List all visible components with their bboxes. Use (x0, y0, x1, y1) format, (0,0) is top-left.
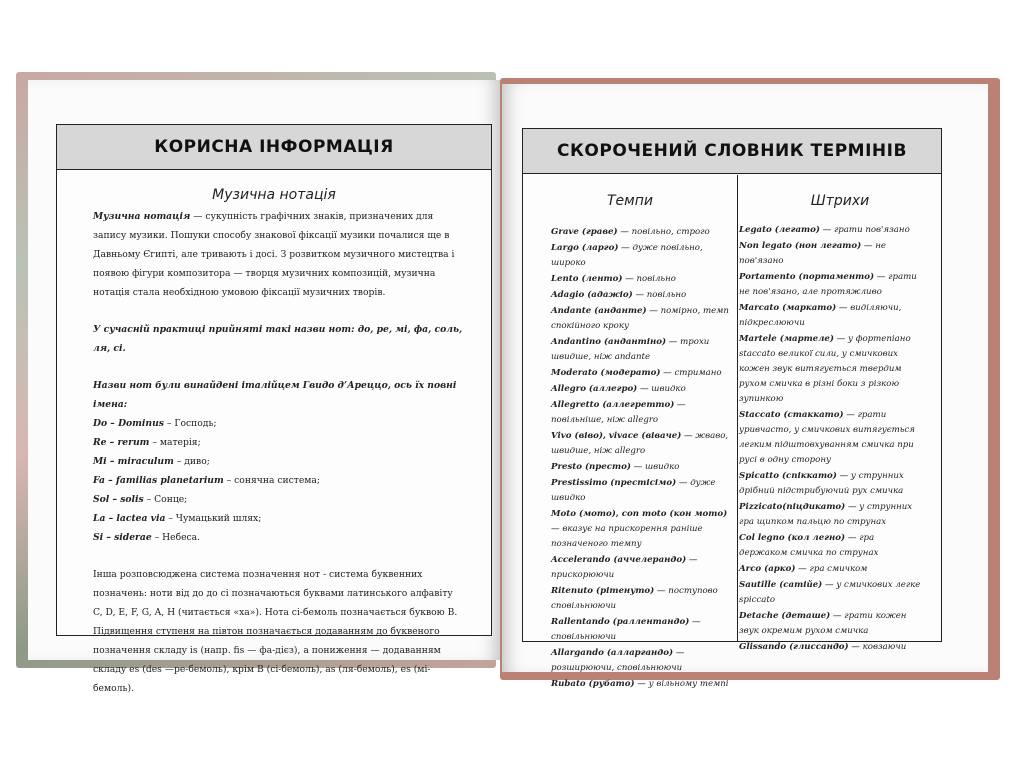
tempo-item (551, 335, 731, 365)
note-name-item-term: Re – rerum (93, 437, 150, 448)
tempo-item (551, 366, 731, 381)
tempo-item-definition: — стримано (660, 368, 722, 378)
stroke-item (739, 239, 921, 269)
tempo-item (551, 288, 731, 303)
tempo-item (551, 677, 731, 692)
tempo-item-definition: — помірно, темп спокійного кроку (551, 306, 729, 331)
stroke-item (739, 578, 921, 608)
stroke-item (739, 408, 921, 468)
stroke-item-term: Detache (деташе) (739, 611, 831, 621)
tempo-item-definition: — повільніше, ніж allegro (551, 400, 686, 425)
stroke-item-term: Legato (легато) (739, 225, 820, 235)
stroke-item (739, 301, 921, 331)
tempo-item (551, 429, 731, 459)
note-name-item-definition: – сонячна система; (223, 475, 320, 486)
strokes-list (739, 223, 921, 656)
note-name-item-term: Mi – miraculum (93, 456, 174, 467)
strokes-title: Штрихи (810, 193, 870, 209)
tempo-item-term: Moderato (модерато) (551, 368, 661, 378)
tempo-item-term: Adagio (адажіо) (551, 290, 633, 300)
column-divider (737, 175, 738, 641)
tempo-item (551, 304, 731, 334)
note-name-item-definition: – Господь; (163, 418, 217, 429)
tempo-item-definition: — повільно, строго (617, 227, 710, 237)
tempo-item (551, 382, 731, 397)
stroke-item-definition: — у смичкових легке spiccato (739, 580, 921, 605)
note-name-item (93, 490, 465, 509)
stroke-item-term: Non legato (нон легато) (739, 241, 862, 251)
tempo-item (551, 584, 731, 614)
stroke-item-term: Staccato (стаккато) (739, 410, 844, 420)
left-content-frame (56, 124, 492, 694)
stroke-item-definition: — не пов'язано (739, 241, 887, 266)
stroke-item-term: Marcato (маркато) (739, 303, 837, 313)
note-name-item-term: Sol – solis (93, 494, 144, 505)
note-name-item (93, 414, 465, 433)
tempo-item-term: Rallentando (раллентандо) (551, 617, 690, 627)
tempo-item-term: Rubato (рубато) (551, 679, 635, 689)
stroke-item-term: Martele (мартеле) (739, 334, 834, 344)
tempo-item (551, 460, 731, 475)
stroke-item-definition: — ковзаючи (848, 642, 907, 652)
stroke-item (739, 469, 921, 499)
tempi-title: Темпи (607, 193, 653, 209)
stroke-item (739, 270, 921, 300)
note-name-item-definition: – диво; (173, 456, 210, 467)
stroke-item-term: Spicatto (спіккато) (739, 471, 837, 481)
paragraph-origin: Назви нот були винайдені італійцем Гвидо д’Ареццо, ось їх повні імена: (93, 380, 457, 410)
tempo-item-term: Presto (престо) (551, 462, 631, 472)
tempo-item-term: Allegro (аллегро) (551, 384, 638, 394)
stroke-item (739, 223, 921, 238)
tempo-item (551, 241, 731, 271)
note-name-item-definition: – Сонце; (143, 494, 188, 505)
stroke-item-definition: — грати пов'язано (819, 225, 910, 235)
tempo-item (551, 646, 731, 676)
tempo-item-term: Allargando (алларгандо) (551, 648, 674, 658)
stroke-item (739, 640, 921, 655)
tempo-item-term: Ritenuto (рітенуто) (551, 586, 655, 596)
tempo-item-term: Grave (граве) (551, 227, 618, 237)
tempo-item-term: Lento (ленто) (551, 274, 623, 284)
tempo-item-definition: — трохи швидше, ніж andante (551, 337, 710, 362)
tempo-item-definition: — вказує на прискорення раніше позначеного темпу (551, 524, 703, 549)
stroke-item (739, 531, 921, 561)
tempo-item-term: Prestissimo (престісімо) (551, 478, 677, 488)
tempo-item-term: Andantino (андантіно) (551, 337, 667, 347)
tempo-item-term: Andante (анданте) (551, 306, 647, 316)
tempo-item-term: Largo (ларго) (551, 243, 619, 253)
note-name-item-term: La – lactea via (93, 513, 166, 524)
stroke-item-definition: — гра держаком смичка по струнах (739, 533, 879, 558)
stroke-item-term: Pizzicato(піцдикато) (739, 502, 846, 512)
left-banner: КОРИСНА ІНФОРМАЦІЯ (57, 125, 491, 170)
tempo-item-definition: — сповільнюючи (551, 617, 701, 642)
right-content-frame (522, 128, 942, 689)
tempo-item (551, 476, 731, 506)
tempo-item-definition: — поступово сповільнюючи (551, 586, 718, 611)
note-name-item-term: Fa – familias planetarium (93, 475, 224, 486)
tempo-item-definition: — дуже швидко (551, 478, 716, 503)
tempo-item-term: Allegretto (аллегретто) (551, 400, 675, 410)
note-name-item (93, 509, 465, 528)
section-title: Музична нотація (212, 187, 336, 203)
note-name-item (93, 452, 465, 471)
definition-term: Музична нотація (93, 211, 191, 222)
stroke-item-definition: — у струнних дрібний підстрибуючий рух смичка (739, 471, 904, 496)
tempo-item (551, 225, 731, 240)
note-name-item (93, 433, 465, 452)
stroke-item-term: Sautille (сатійе) (739, 580, 823, 590)
stroke-item-definition: — у фортепіано staccato великої сили, у смичкових кожен звук витягується твердим рухом смичка в різні боки з різкою зупинкою (739, 334, 911, 404)
stroke-item-definition: — грати уривчасто, у смичкових витягується легким підштовхуванням смичка при русі в одну сторону (739, 410, 915, 465)
tempo-item-definition: — швидко (630, 462, 680, 472)
tempo-item-definition: — швидко (637, 384, 686, 394)
stroke-item (739, 609, 921, 639)
stroke-item (739, 332, 921, 407)
stroke-item-definition: — гра смичком (795, 564, 868, 574)
note-name-item-definition: – матерія; (149, 437, 201, 448)
notes-list (93, 414, 465, 547)
tempo-item (551, 398, 731, 428)
note-name-item-definition: – Небеса. (151, 532, 201, 543)
stroke-item (739, 562, 921, 577)
tempo-item (551, 615, 731, 645)
stroke-item-definition: — у струнних гра щипком пальцю по струнах (739, 502, 913, 527)
note-name-item-definition: – Чумацький шлях; (165, 513, 262, 524)
stroke-item-definition: — грати кожен звук окремим рухом смичка (739, 611, 907, 636)
tempo-item-definition: — у вільному темпі (634, 679, 729, 689)
left-body-text (93, 207, 465, 698)
tempo-item-definition: — дуже повільно, широко (551, 243, 703, 268)
tempi-list (551, 225, 731, 693)
stroke-item-term: Portamento (портаменто) (739, 272, 875, 282)
tempo-item-definition: — прискорюючи (551, 555, 698, 580)
tempo-item-term: Moto (мото), con moto (кон мото) (551, 509, 728, 519)
tempo-item (551, 272, 731, 287)
tempo-item-definition: — жваво, швидше, ніж allegro (551, 431, 729, 456)
tempo-item-definition: — повільно (622, 274, 676, 284)
note-name-item (93, 471, 465, 490)
tempo-item-definition: — розширюючи, сповільнюючи (551, 648, 685, 673)
paragraph-note-names: У сучасній практиці прийняті такі назви нот: до, ре, мі, фа, соль, ля, сі. (93, 324, 463, 354)
stroke-item-term: Glissando (глиссандо) (739, 642, 849, 652)
stroke-item-definition: — виділяючи, підкреслюючи (739, 303, 902, 328)
stroke-item-term: Col legno (кол легно) (739, 533, 846, 543)
paragraph-letter-system: Інша розповсюджена система позначення нот - система буквенних позначень: ноти від до до сі позначаються буквами латинського алфавіту C, D, E, F, G, A, H (читається «ха»). Нота сі-бемоль позначається буквою B. Підвищення ступеня на півтон позначається додаванням до буквеного позначення складу is (напр. fis — фа-дієз), а пониження — додаванням складу es (des —ре-бемоль), крім B (сі-бемоль), as (ля-бемоль), es (мі-бемоль). (93, 569, 458, 694)
tempo-item (551, 553, 731, 583)
tempo-item-term: Accelerando (аччелерандо) (551, 555, 687, 565)
stroke-item (739, 500, 921, 530)
tempo-item (551, 507, 731, 552)
stroke-item-definition: — грати не пов'язано, але протяжливо (739, 272, 917, 297)
right-banner: СКОРОЧЕНИЙ СЛОВНИК ТЕРМІНІВ (523, 129, 941, 174)
stroke-item-term: Arco (арко) (739, 564, 796, 574)
definition-text: — сукупність графічних знаків, призначених для запису музики. Пошуки способу знакової фіксації музики почалися ще в Давньому Єгипті, але тривають і досі. З розвитком музичного мистецтва і появою фігури композитора — творця музичних композицій, музична нотація стала необхідною умовою фіксації музичних творів. (93, 211, 455, 298)
note-name-item-term: Si – siderae (93, 532, 152, 543)
tempo-item-term: Vivo (віво), vivace (віваче) (551, 431, 682, 441)
paragraph-definition (93, 207, 465, 302)
note-name-item-term: Do – Dominus (93, 418, 164, 429)
tempo-item-definition: — повільно (632, 290, 687, 300)
note-name-item (93, 528, 465, 547)
